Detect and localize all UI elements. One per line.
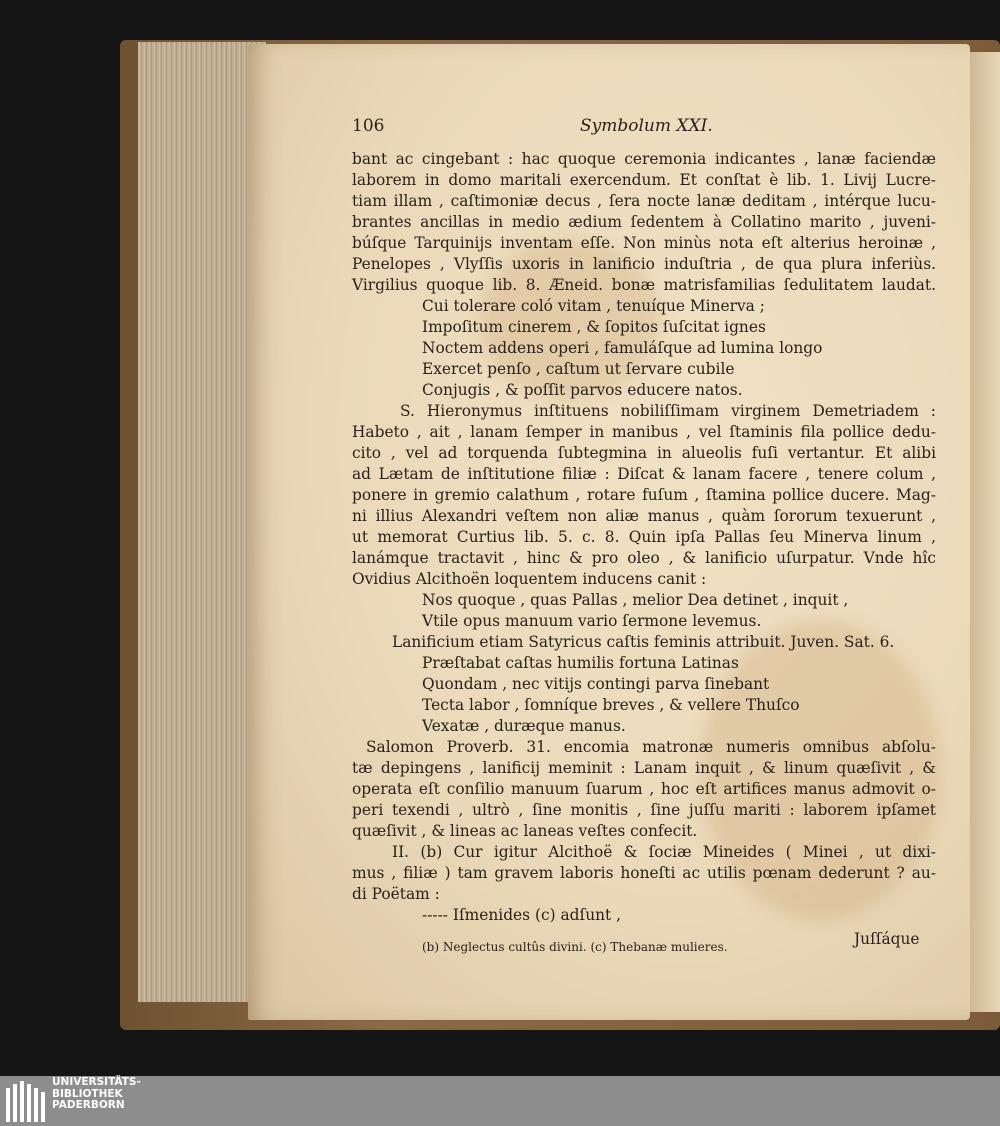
text-line: lanámque tractavit , hinc & pro oleo , & lanificio uſurpatur. Vnde hîc	[352, 549, 936, 567]
text-line: laborem in domo maritali exercendum. Et conſtat è lib. 1. Livij Lucre-	[352, 171, 936, 189]
facing-page-edge	[966, 52, 1000, 1012]
text-line: ponere in gremio calathum , rotare fuſum , ſtamina pollice ducere. Mag-	[352, 486, 936, 504]
library-footer-bar	[0, 1076, 1000, 1126]
text-line: peri texendi , ultrò , ſine monitis , ſine juſſu mariti : laborem ipſamet	[352, 801, 936, 819]
text-line: tiam illam , caſtimoniæ decus , ſera nocte lanæ deditam , intérque lucu-	[352, 192, 936, 210]
text-line: búſque Tarquinijs inventam eſſe. Non minùs nota eſt alterius heroinæ ,	[352, 234, 936, 252]
text-line: Ovidius Alcithoën loquentem inducens canit :	[352, 570, 707, 588]
text-line: II. (b) Cur igitur Alcithoë & ſociæ Mineides ( Minei , ut dixi-	[392, 843, 936, 861]
text-line: quæſivit , & lineas ac laneas veſtes confecit.	[352, 822, 698, 840]
text-line: ni illius Alexandri veſtem non aliæ manus , quàm ſororum texuerunt ,	[352, 507, 936, 525]
library-name-line: PADERBORN	[52, 1099, 125, 1111]
text-line: bant ac cingebant : hac quoque ceremonia indicantes , lanæ faciendæ	[352, 150, 936, 168]
text-line: Penelopes , Vlyſſis uxoris in lanificio induſtria , de qua plura inferiùs.	[352, 255, 936, 273]
verse-line: ----- Iſmenides (c) adſunt ,	[422, 906, 621, 924]
text-line: operata eſt conſilio manuum ſuarum , hoc eſt artifices manus admovit o-	[352, 780, 936, 798]
text-line: Virgilius quoque lib. 8. Æneid. bonæ matrisfamilias ſedulitatem laudat.	[352, 276, 936, 294]
verse-line: Noctem addens operi , famuláſque ad lumina longo	[422, 339, 823, 357]
verse-line: Vexatæ , duræque manus.	[422, 717, 626, 735]
text-line: mus , filiæ ) tam gravem laboris honeſti ac utilis pœnam dederunt ? au-	[352, 864, 936, 882]
text-line: Habeto , ait , lanam ſemper in manibus , vel ſtaminis fila pollice dedu-	[352, 423, 936, 441]
library-name	[52, 1077, 141, 1112]
text-line: cito , vel ad torquenda ſubtegmina in alueolis fuſi vertantur. Et alibi	[352, 444, 936, 462]
page-edges	[138, 42, 266, 1002]
library-name-line: BIBLIOTHEK	[52, 1087, 123, 1100]
verse-line: Impoſitum cinerem , & ſopitos ſuſcitat ignes	[422, 318, 766, 336]
page-number: 106	[352, 116, 385, 136]
text-line: Lanificium etiam Satyricus caſtis feminis attribuit. Juven. Sat. 6.	[392, 633, 895, 651]
verse-line: Præſtabat caſtas humilis fortuna Latinas	[422, 654, 739, 672]
catchword: Juſſáque	[854, 930, 920, 948]
library-logo-icon	[6, 1080, 50, 1122]
text-line: di Poëtam :	[352, 885, 440, 903]
text-line: brantes ancillas in medio ædium ſedentem à Collatino marito , juveni-	[352, 213, 936, 231]
verse-line: Cui tolerare coló vitam , tenuíque Minerva ;	[422, 297, 765, 315]
running-title: Symbolum XXI.	[580, 116, 713, 136]
text-line: Salomon Proverb. 31. encomia matronæ numeris omnibus abſolu-	[366, 738, 936, 756]
footnotes: (b) Neglectus cultûs divini. (c) Thebanæ mulieres.	[422, 940, 728, 954]
verse-line: Quondam , nec vitijs contingi parva ſinebant	[422, 675, 770, 693]
library-name-line: UNIVERSITÄTS-	[52, 1076, 141, 1088]
verse-line: Exercet penſo , caſtum ut ſervare cubile	[422, 360, 735, 378]
text-line: ut memorat Curtius lib. 5. c. 8. Quin ipſa Pallas ſeu Minerva linum ,	[352, 528, 936, 546]
text-line: S. Hieronymus inſtituens nobiliſſimam virginem Demetriadem :	[400, 402, 936, 420]
verse-line: Conjugis , & poſſit parvos educere natos.	[422, 381, 743, 399]
text-line: ad Lætam de inſtitutione filiæ : Diſcat & lanam facere , tenere colum ,	[352, 465, 936, 483]
verse-line: Vtile opus manuum vario ſermone levemus.	[422, 612, 762, 630]
verse-line: Nos quoque , quas Pallas , melior Dea detinet , inquit ,	[422, 591, 849, 609]
text-line: tæ depingens , lanificij meminit : Lanam inquit , & linum quæſivit , &	[352, 759, 936, 777]
verse-line: Tecta labor , ſomníque breves , & vellere Thuſco	[422, 696, 800, 714]
